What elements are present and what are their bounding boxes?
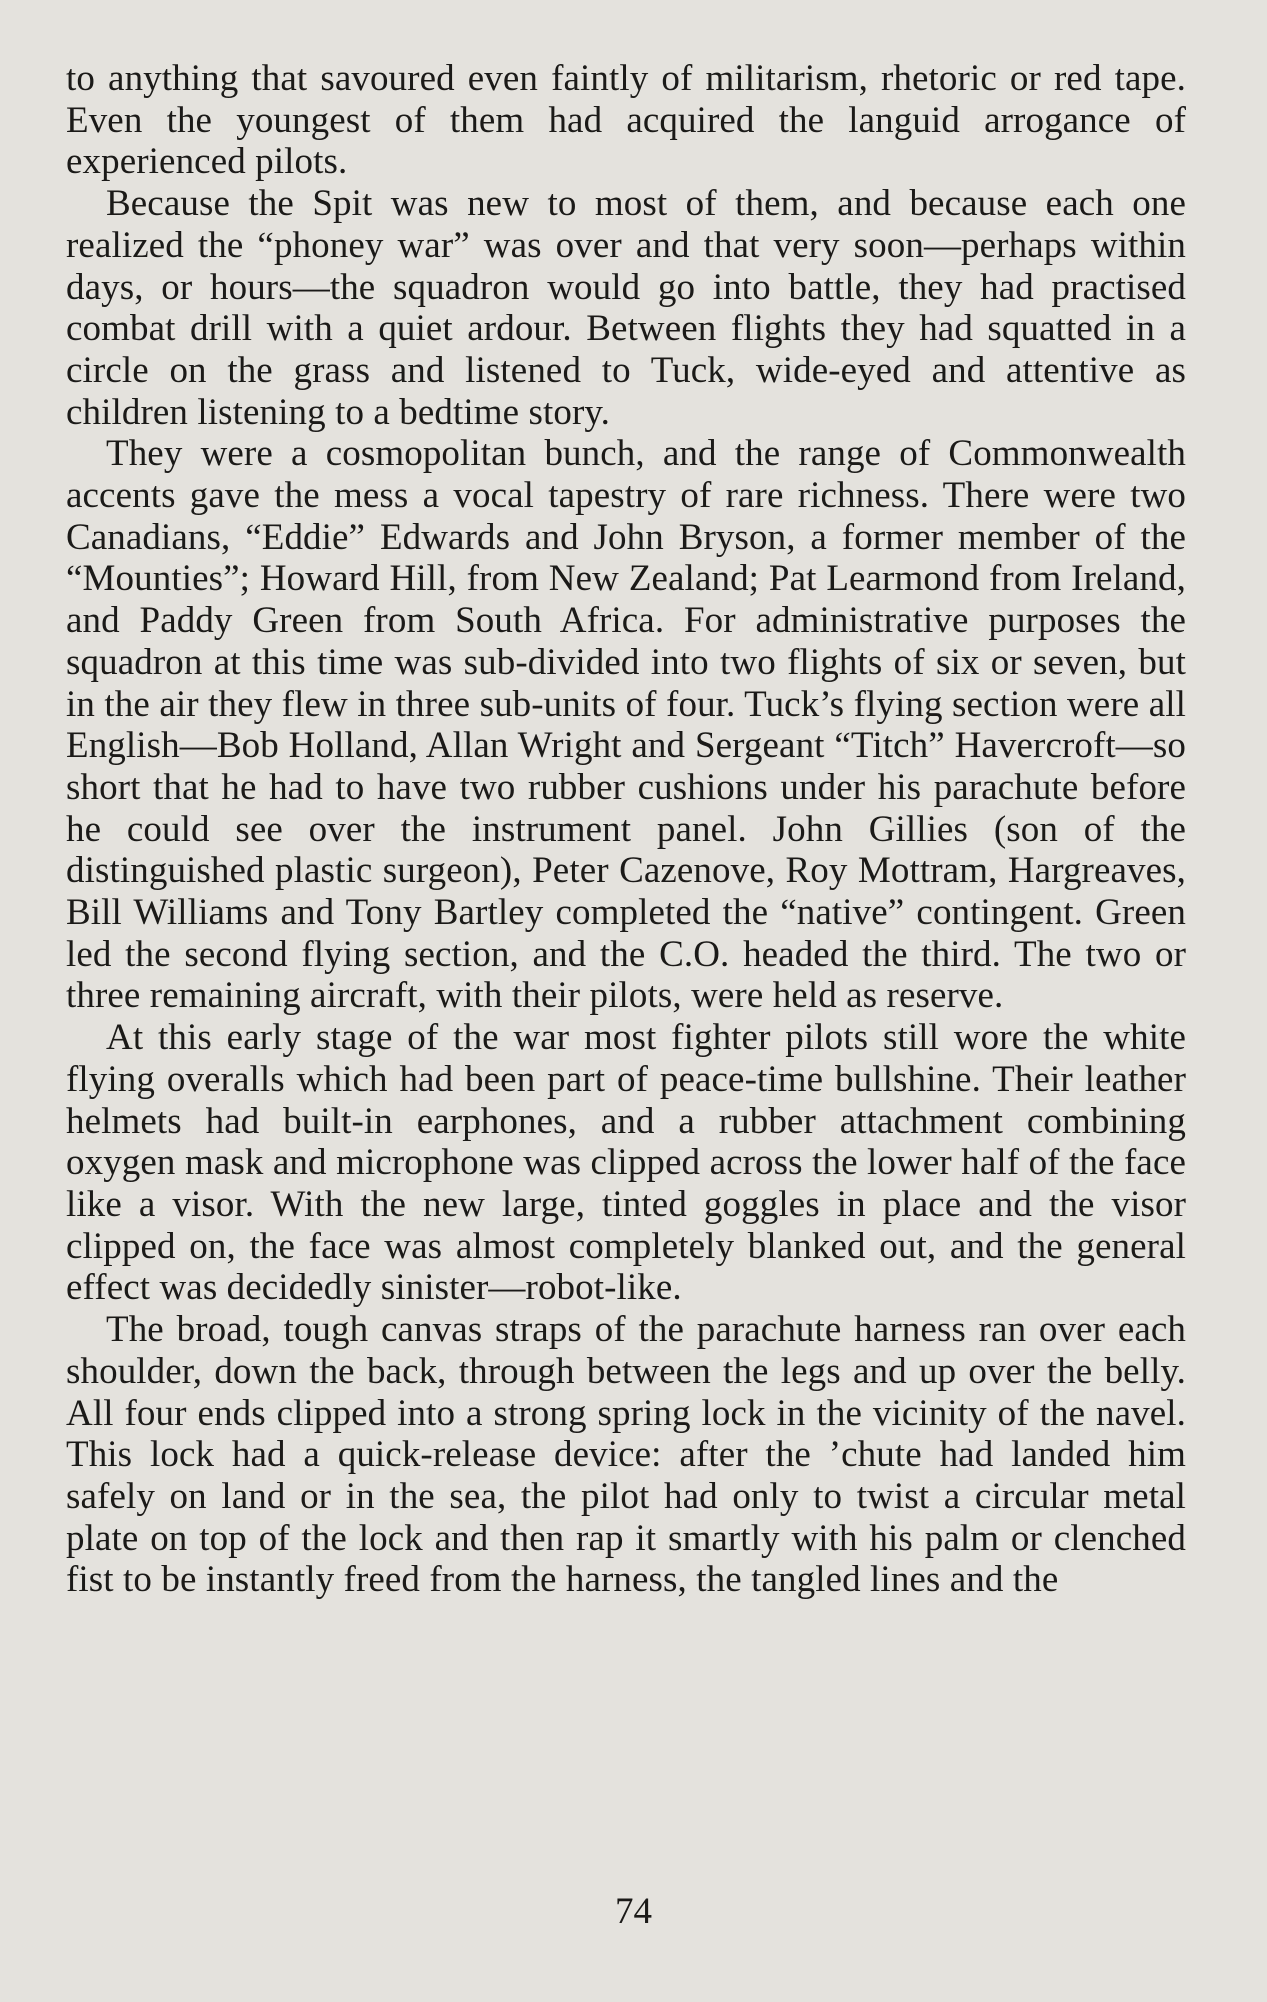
paragraph-combat-drill: Because the Spit was new to most of them, and because each one realized the “phoney war” was over and that very soon—perhaps within days, or hours—the squadron would go into battle, they had practised combat drill with a quiet ardour. Between flights they had squatted in a circle on the grass and listened to Tuck, wide-eyed and attentive as children listening to a bedtime story.: [66, 183, 1186, 433]
paragraph-squadron-members: They were a cosmopolitan bunch, and the range of Commonwealth accents gave the mess a vocal tapestry of rare richness. There were two Canadians, “Eddie” Edwards and John Bryson, a former member of the “Mounties”; Howard Hill, from New Zealand; Pat Learmond from Ireland, and Paddy Green from South Africa. For administrative purposes the squadron at this time was sub-divided into two flights of six or seven, but in the air they flew in three sub-units of four. Tuck’s flying section were all English—Bob Holland, Allan Wright and Sergeant “Titch” Havercroft—so short that he had to have two rubber cushions under his parachute before he could see over the instrument panel. John Gillies (son of the distinguished plastic surgeon), Peter Cazenove, Roy Mottram, Hargreaves, Bill Williams and Tony Bartley completed the “native” contingent. Green led the second flying section, and the C.O. headed the third. The two or three remaining aircraft, with their pilots, were held as reserve.: [66, 433, 1186, 1017]
paragraph-flying-overalls: At this early stage of the war most fighter pilots still wore the white flying overalls which had been part of peace-time bullshine. Their leather helmets had built-in earphones, and a rubber attachment combining oxygen mask and microphone was clipped across the lower half of the face like a visor. With the new large, tinted goggles in place and the visor clipped on, the face was almost completely blanked out, and the general effect was decidedly sinister—robot-like.: [66, 1017, 1186, 1309]
paragraph-parachute-harness: The broad, tough canvas straps of the parachute harness ran over each shoulder, down the back, through between the legs and up over the belly. All four ends clipped into a strong spring lock in the vicinity of the navel. This lock had a quick-release device: after the ’chute had landed him safely on land or in the sea, the pilot had only to twist a circular metal plate on top of the lock and then rap it smartly with his palm or clenched fist to be instantly freed from the harness, the tangled lines and the: [66, 1309, 1186, 1601]
paragraph-continued: to anything that savoured even faintly of militarism, rhetoric or red tape. Even the youngest of them had acquired the languid arrogance of experienced pilots.: [66, 58, 1186, 183]
page-number: 74: [615, 1891, 652, 1932]
body-text: [66, 58, 1186, 1601]
